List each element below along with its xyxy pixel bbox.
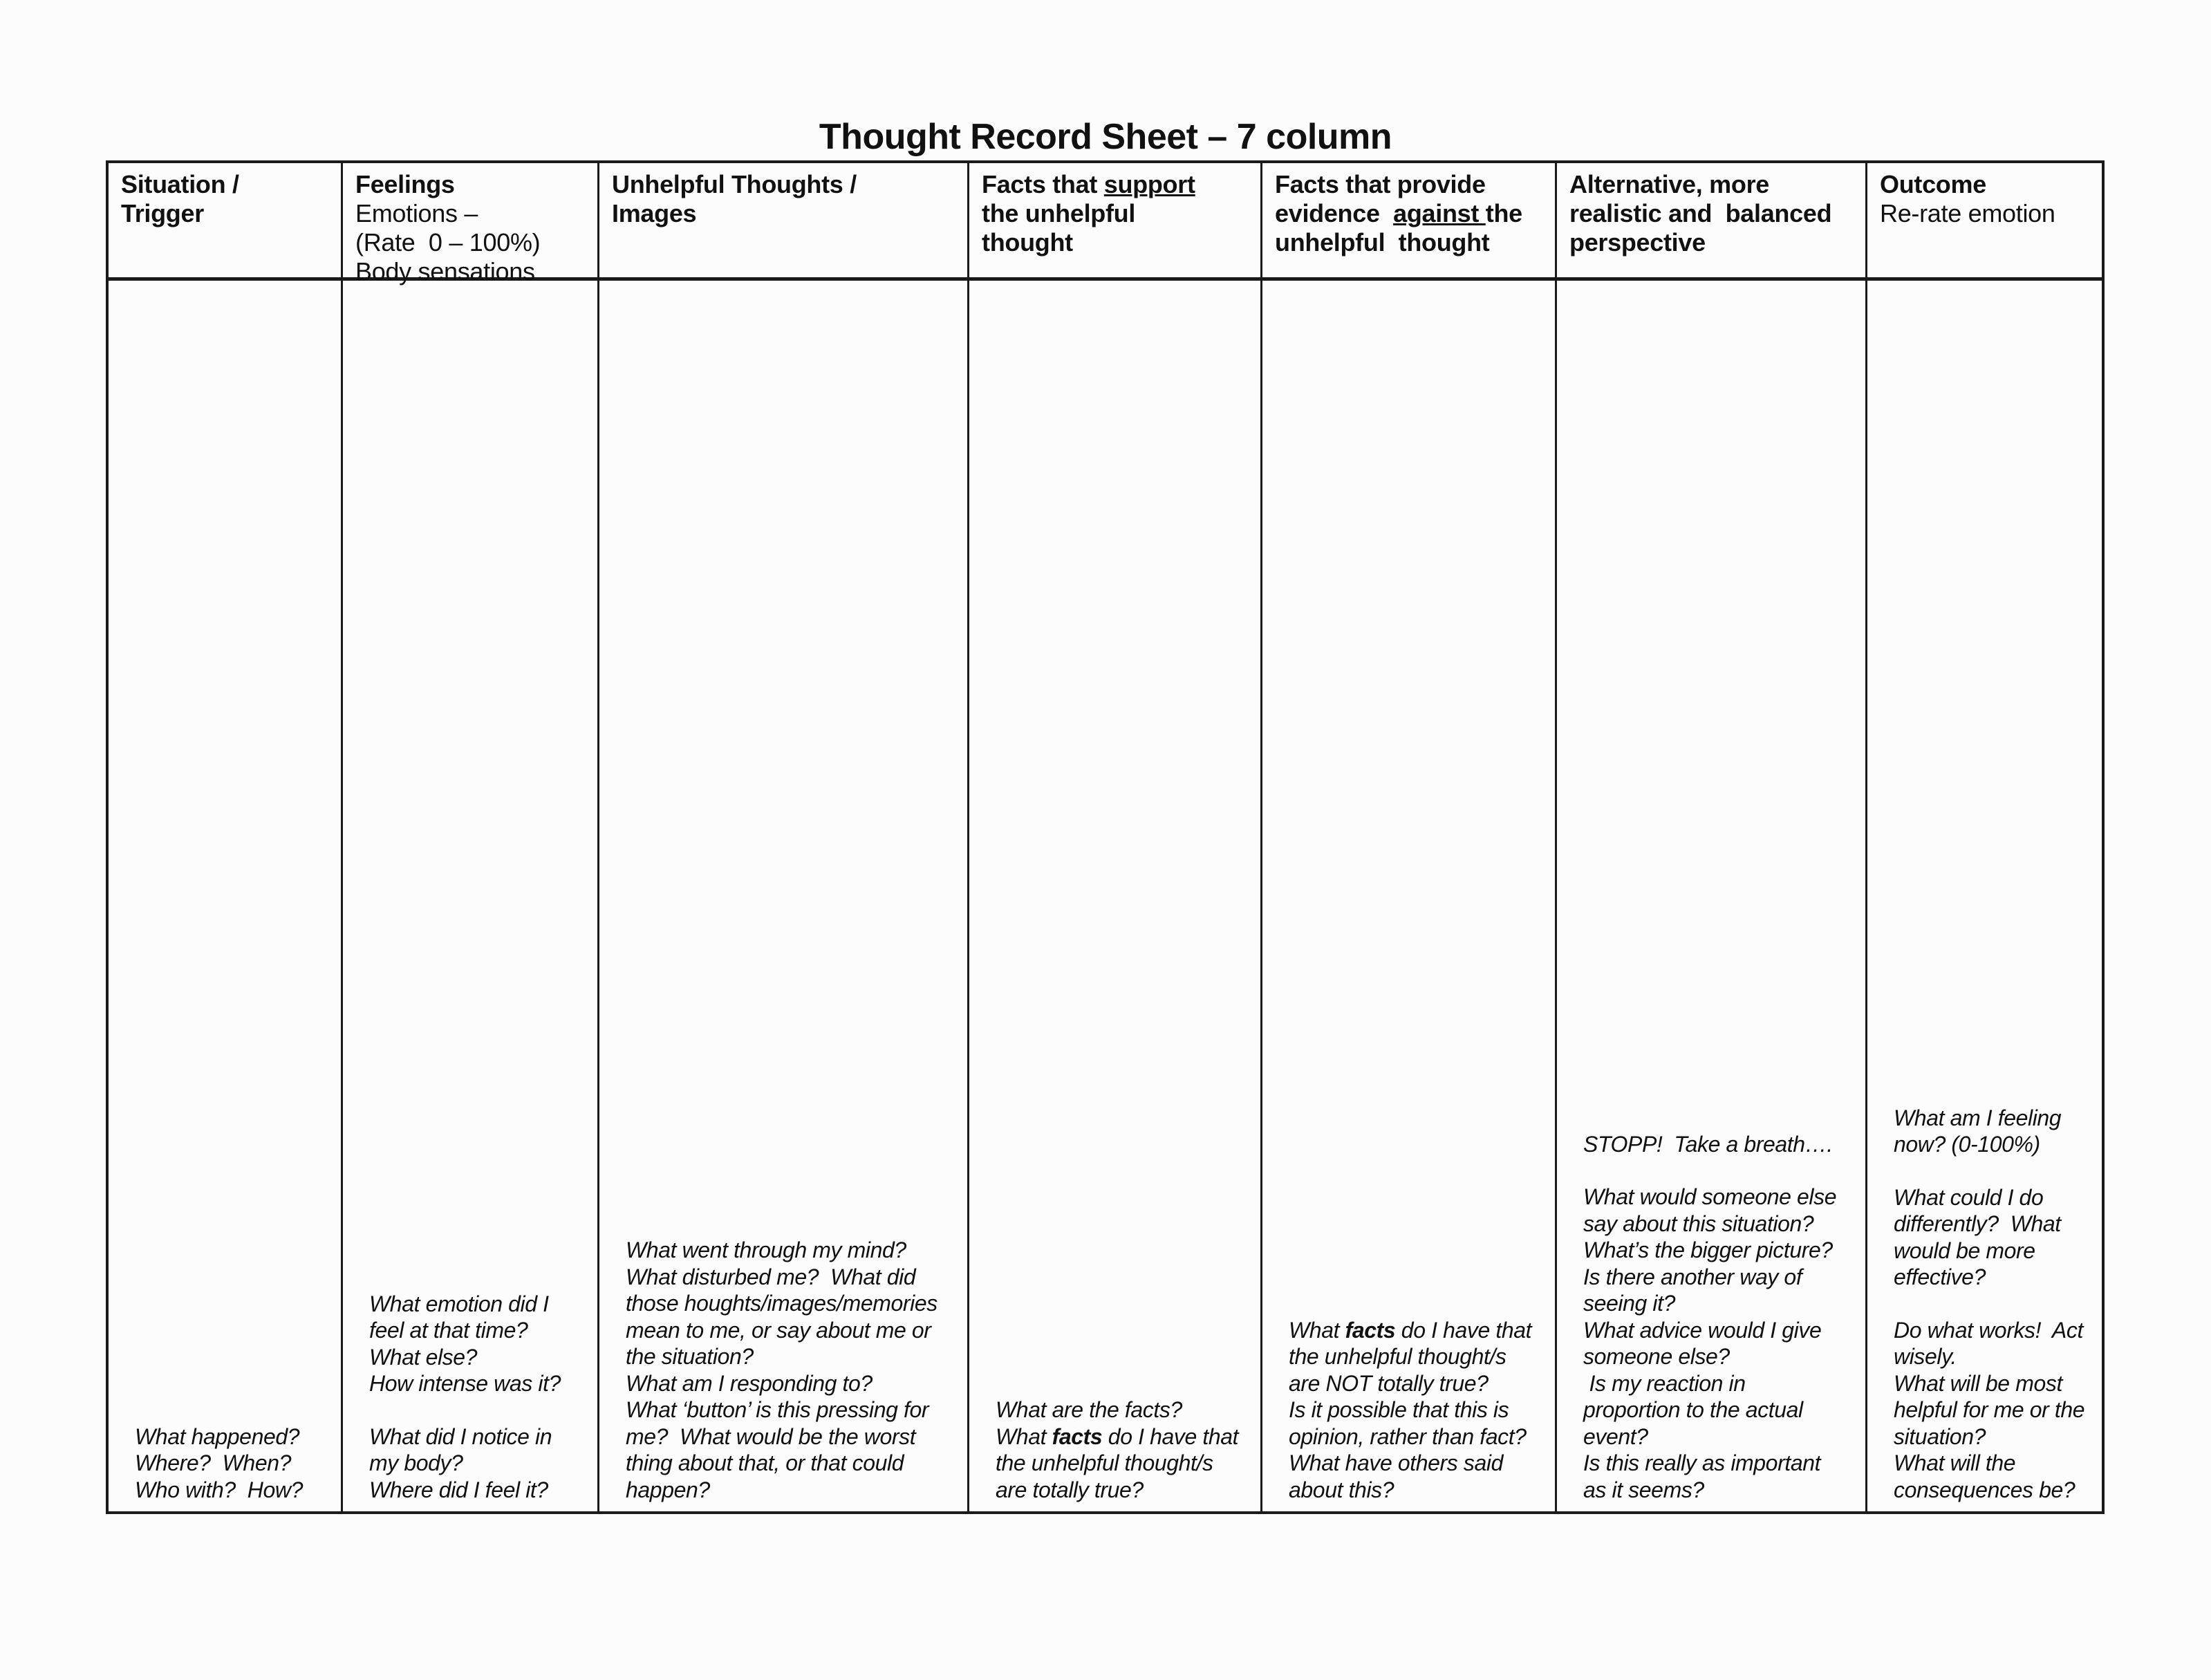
column-header: [1262, 163, 1555, 281]
column-header: [343, 163, 597, 286]
text-segment: do I have that: [1102, 1424, 1239, 1449]
text-line: [1880, 170, 2091, 199]
text-segment: evidence: [1275, 199, 1394, 227]
text-line: [1275, 228, 1544, 257]
column-entry-area[interactable]: [1557, 281, 1865, 1511]
text-line: thing about that, or that could: [626, 1450, 904, 1475]
text-line: wisely.: [1894, 1344, 1957, 1369]
column-feelings: [343, 163, 599, 1511]
text-line: proportion to the actual: [1583, 1397, 1803, 1422]
text-line: helpful for me or the: [1894, 1397, 2085, 1422]
column-entry-area[interactable]: [969, 281, 1260, 1511]
text-line: What else?: [369, 1344, 478, 1370]
text-line: What disturbed me? What did: [626, 1264, 916, 1289]
text-line: [121, 170, 330, 199]
underlined-text: support: [1103, 170, 1195, 198]
text-line: [1583, 1157, 1857, 1184]
text-line: Where? When?: [135, 1450, 292, 1475]
text-line: What emotion did I: [369, 1291, 549, 1316]
text-segment: Body sensations: [355, 257, 535, 286]
page-title: Thought Record Sheet – 7 column: [819, 117, 1392, 157]
text-line: STOPP! Take a breath….: [1583, 1131, 1833, 1157]
text-line: [612, 199, 956, 228]
text-line: What went through my mind?: [626, 1238, 906, 1262]
column-facts-against: [1262, 163, 1557, 1511]
text-segment: Re-rate emotion: [1880, 199, 2055, 227]
text-line: What am I responding to?: [626, 1370, 873, 1396]
text-line: seeing it?: [1583, 1291, 1675, 1316]
text-segment: the: [1485, 199, 1522, 227]
text-line: someone else?: [1583, 1344, 1730, 1369]
text-line: event?: [1583, 1424, 1648, 1449]
column-header: [109, 163, 341, 281]
text-segment: the unhelpful: [982, 199, 1136, 227]
text-line: [355, 228, 586, 257]
text-line: What advice would I give: [1583, 1317, 1822, 1343]
text-line: say about this situation?: [1583, 1211, 1814, 1236]
text-segment: What: [996, 1424, 1052, 1449]
text-line: What will the: [1894, 1450, 2016, 1475]
text-line: mean to me, or say about me or: [626, 1317, 931, 1343]
column-header: [969, 163, 1260, 281]
text-segment: thought: [982, 228, 1073, 256]
text-line: [1894, 1291, 2093, 1317]
text-line: What could I do: [1894, 1184, 2044, 1210]
text-line: would be more: [1894, 1238, 2035, 1263]
text-segment: perspective: [1569, 228, 1706, 256]
column-unhelpful-thoughts: [599, 163, 969, 1511]
text-line: consequences be?: [1894, 1477, 2075, 1502]
text-segment: facts: [1345, 1317, 1396, 1343]
text-segment: (Rate 0 – 100%): [355, 228, 541, 256]
text-segment: Facts that: [982, 170, 1104, 198]
text-line: [982, 170, 1249, 199]
text-line: are NOT totally true?: [1289, 1370, 1489, 1396]
text-segment: What: [1289, 1317, 1345, 1343]
text-line: Who with? How?: [135, 1477, 303, 1502]
text-line: What’s the bigger picture?: [1583, 1238, 1833, 1262]
text-line: [1275, 170, 1544, 199]
text-line: are totally true?: [996, 1477, 1144, 1502]
text-line: those houghts/images/memories: [626, 1291, 937, 1316]
column-alternative: [1557, 163, 1867, 1511]
text-line: [1569, 199, 1854, 228]
text-line: Is there another way of: [1583, 1264, 1802, 1289]
column-entry-area[interactable]: [1262, 281, 1555, 1511]
text-line: [1289, 1317, 1547, 1344]
text-segment: Trigger: [121, 199, 204, 227]
text-line: feel at that time?: [369, 1318, 528, 1343]
text-line: [355, 170, 586, 199]
column-facts-support: [969, 163, 1262, 1511]
column-header: [1867, 163, 2102, 281]
text-line: [996, 1424, 1252, 1450]
text-line: [355, 199, 586, 228]
text-line: my body?: [369, 1450, 463, 1475]
text-line: What am I feeling: [1894, 1105, 2062, 1130]
column-header: [1557, 163, 1865, 281]
text-line: [1275, 199, 1544, 228]
underlined-text: against: [1393, 199, 1486, 227]
text-line: now? (0-100%): [1894, 1132, 2040, 1157]
text-line: the situation?: [626, 1344, 754, 1369]
column-situation: [109, 163, 343, 1511]
text-segment: Facts that provide: [1275, 170, 1486, 198]
text-line: Is it possible that this is: [1289, 1397, 1509, 1422]
text-line: What have others said: [1289, 1450, 1503, 1475]
text-line: the unhelpful thought/s: [996, 1450, 1213, 1475]
text-segment: do I have that: [1395, 1317, 1532, 1343]
text-segment: facts: [1052, 1424, 1103, 1449]
text-line: What are the facts?: [996, 1397, 1182, 1422]
text-line: [1569, 228, 1854, 257]
text-line: effective?: [1894, 1264, 1986, 1289]
column-header: [599, 163, 967, 281]
text-line: [1569, 170, 1854, 199]
column-entry-area[interactable]: [109, 281, 341, 1511]
text-line: What did I notice in: [369, 1424, 552, 1449]
text-line: Is my reaction in: [1583, 1370, 1746, 1396]
text-line: happen?: [626, 1477, 710, 1502]
text-segment: Emotions –: [355, 199, 478, 227]
text-line: What happened?: [135, 1424, 300, 1449]
text-line: me? What would be the worst: [626, 1424, 916, 1449]
text-line: Do what works! Act: [1894, 1317, 2083, 1343]
text-segment: realistic and balanced: [1569, 199, 1832, 227]
column-entry-area[interactable]: [599, 281, 967, 1511]
text-segment: unhelpful thought: [1275, 228, 1490, 256]
text-segment: Images: [612, 199, 697, 227]
text-line: opinion, rather than fact?: [1289, 1424, 1527, 1449]
text-line: differently? What: [1894, 1211, 2061, 1236]
text-line: as it seems?: [1583, 1477, 1704, 1502]
thought-record-table: [106, 160, 2105, 1514]
text-segment: Situation /: [121, 170, 239, 198]
text-line: [982, 199, 1249, 228]
text-line: [1894, 1158, 2093, 1184]
text-line: Where did I feel it?: [369, 1477, 548, 1502]
text-segment: Outcome: [1880, 170, 1986, 198]
text-line: Is this really as important: [1583, 1450, 1821, 1475]
text-line: the unhelpful thought/s: [1289, 1344, 1506, 1369]
text-line: [982, 228, 1249, 257]
column-entry-area[interactable]: [1867, 281, 2102, 1511]
text-segment: Unhelpful Thoughts /: [612, 170, 857, 198]
text-line: What ‘button’ is this pressing for: [626, 1397, 929, 1422]
text-line: [1880, 199, 2091, 228]
text-line: situation?: [1894, 1424, 1986, 1449]
text-line: How intense was it?: [369, 1371, 561, 1396]
text-line: about this?: [1289, 1477, 1394, 1502]
column-entry-area[interactable]: [343, 281, 597, 1511]
text-line: [121, 199, 330, 228]
text-line: What would someone else: [1583, 1184, 1837, 1209]
text-line: [369, 1397, 589, 1424]
text-segment: Feelings: [355, 170, 455, 198]
column-outcome: [1867, 163, 2102, 1511]
text-line: What will be most: [1894, 1370, 2062, 1396]
text-line: [612, 170, 956, 199]
text-segment: Alternative, more: [1569, 170, 1769, 198]
